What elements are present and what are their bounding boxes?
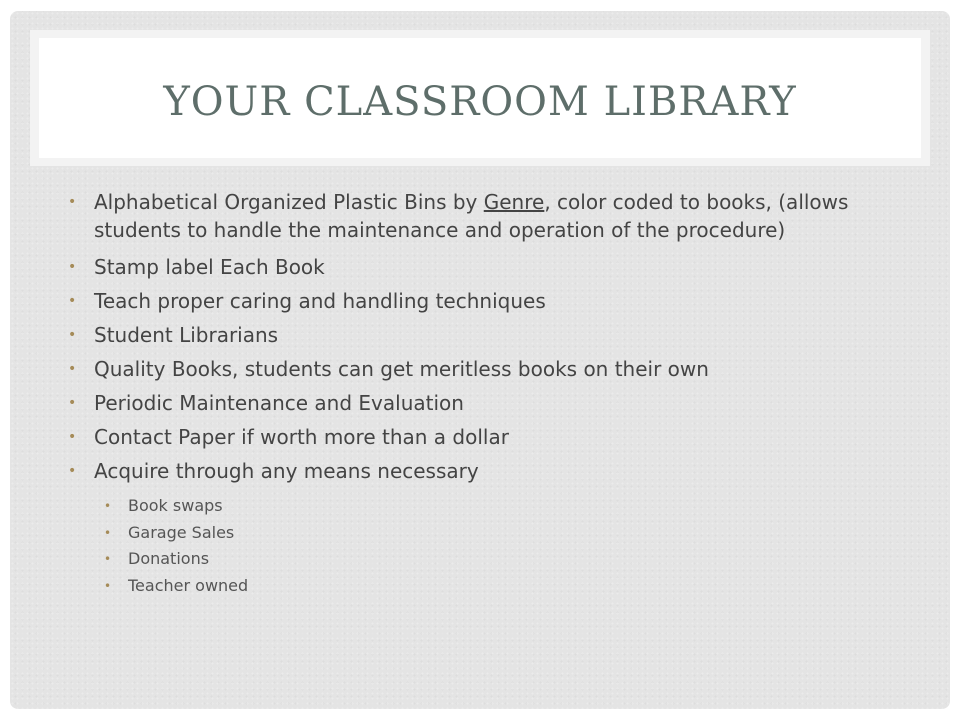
bullet-icon: • [68,327,77,343]
sub-bullet-text: Book swaps [128,496,223,515]
sub-bullet-text: Teacher owned [128,575,249,595]
slide-title: YOUR CLASSROOM LIBRARY [163,79,797,125]
sub-bullet-icon: • [104,499,112,513]
list-item [68,287,908,315]
sub-bullet-icon: • [104,552,112,566]
bullet-text: Teach proper caring and handling techniques [94,289,546,313]
bullet-icon: • [68,361,77,377]
sub-bullet-icon: • [104,525,112,540]
bullet-text: Quality Books, students can get meritless books on their own [94,357,709,381]
bullet-icon: • [68,463,77,479]
bullet-text: Acquire through any means necessary [94,459,479,483]
bullet-icon: • [68,194,77,210]
sub-list-item [94,493,908,520]
bullet-text: , color coded to books, (allows students to handle the maintenance and operation of the procedure) [94,190,849,242]
title-frame [30,30,930,166]
list-item [68,355,908,383]
sub-list-item [94,520,908,547]
list-item [68,321,908,349]
bullet-text: Periodic Maintenance and Evaluation [94,391,464,415]
genre-link[interactable]: Genre [483,190,545,214]
bullet-list [68,188,908,599]
list-item [68,188,908,244]
list-item [68,389,908,417]
sub-bullet-icon: • [104,578,112,593]
bullet-icon: • [68,293,77,309]
sub-bullet-text: Garage Sales [128,522,235,542]
slide [10,11,950,709]
sub-bullet-list [94,493,908,599]
bullet-text: Stamp label Each Book [94,255,325,279]
sub-list-item [94,573,908,600]
title-box [39,38,921,158]
sub-bullet-text: Donations [128,549,210,568]
bullet-text: Contact Paper if worth more than a dollar [94,425,509,449]
bullet-icon: • [68,429,77,445]
bullet-icon: • [68,259,77,275]
sub-list-item [94,546,908,573]
bullet-icon: • [68,395,77,411]
bullet-text: Student Librarians [94,323,279,347]
list-item [68,457,908,599]
content-area [68,188,908,605]
bullet-text: Alphabetical Organized Plastic Bins by [94,190,484,214]
list-item [68,423,908,451]
list-item [68,253,908,281]
